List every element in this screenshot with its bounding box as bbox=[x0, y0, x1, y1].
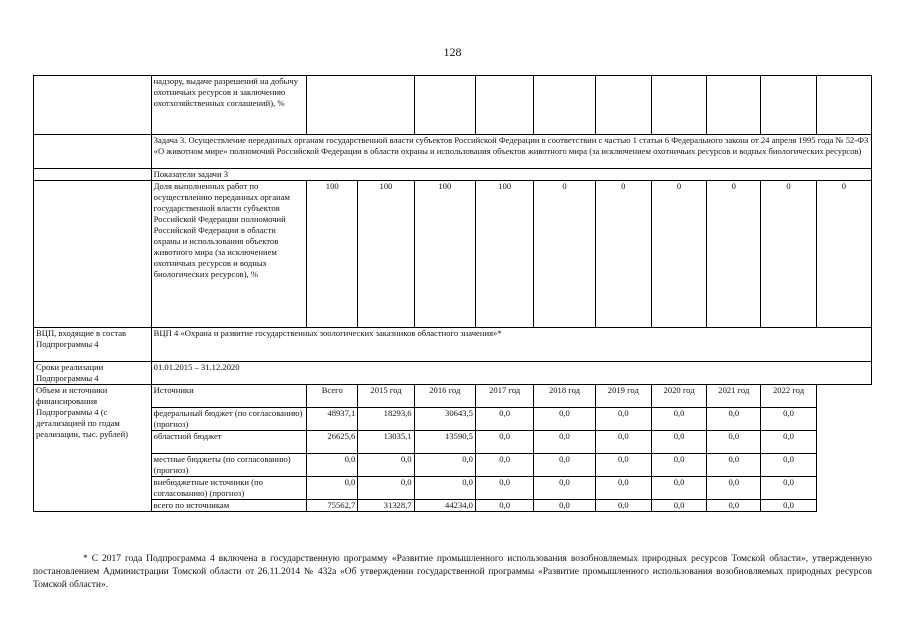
finance-header-year: 2020 год bbox=[651, 385, 706, 408]
continuation-row bbox=[34, 76, 872, 135]
finance-total: 0,0 bbox=[307, 454, 358, 477]
finance-header-source: Источники bbox=[151, 385, 307, 408]
finance-value: 0,0 bbox=[534, 477, 595, 500]
indicator-value: 0 bbox=[816, 181, 871, 328]
finance-total: 0,0 bbox=[307, 477, 358, 500]
finance-value: 13035,1 bbox=[358, 431, 414, 454]
finance-value: 0,0 bbox=[534, 454, 595, 477]
finance-source: внебюджетные источники (по согласованию) (прогноз) bbox=[151, 477, 307, 500]
vcp-row bbox=[34, 328, 872, 362]
terms-label: Сроки реализации Подпрограммы 4 bbox=[34, 362, 152, 385]
finance-source: федеральный бюджет (по согласованию) (прогноз) bbox=[151, 408, 307, 431]
finance-header-year: 2015 год bbox=[358, 385, 414, 408]
finance-value: 0,0 bbox=[358, 477, 414, 500]
finance-value: 0,0 bbox=[595, 477, 651, 500]
footnote bbox=[33, 553, 872, 592]
task3-text: Задача 3. Осуществление переданных органам государственной власти субъектов Российской Федерации в соответствии с частью 1 статьи 6 Федерального закона от 24 апреля 1995 года № 52-ФЗ «О животном мире» полномочий Российской Федерации в области охраны и использования объектов животного мира (за исключением охотничьих ресурсов и водных биологических ресурсов) bbox=[151, 135, 871, 169]
finance-source: местные бюджеты (по согласованию) (прогноз) bbox=[151, 454, 307, 477]
vcp-label: ВЦП, входящие в состав Подпрограммы 4 bbox=[34, 328, 152, 362]
finance-source: всего по источникам bbox=[151, 500, 307, 512]
empty-cell bbox=[651, 76, 706, 135]
indicator-value: 0 bbox=[707, 181, 761, 328]
finance-value: 0,0 bbox=[707, 500, 761, 512]
finance-value: 0,0 bbox=[761, 477, 816, 500]
indicator-row bbox=[34, 181, 872, 328]
indicator-value: 100 bbox=[475, 181, 533, 328]
vcp-text: ВЦП 4 «Охрана и развитие государственных зоологических заказников областного значения»* bbox=[151, 328, 871, 362]
finance-value: 0,0 bbox=[595, 408, 651, 431]
finance-value: 0,0 bbox=[534, 500, 595, 512]
indicator-value: 100 bbox=[307, 181, 358, 328]
empty-cell bbox=[414, 76, 475, 135]
finance-value: 30643,5 bbox=[414, 408, 475, 431]
finance-value: 0,0 bbox=[475, 477, 533, 500]
finance-value: 0,0 bbox=[707, 477, 761, 500]
finance-row-regional bbox=[34, 431, 872, 454]
finance-value: 0,0 bbox=[651, 477, 706, 500]
empty-cell bbox=[534, 76, 595, 135]
indicator-value: 0 bbox=[761, 181, 816, 328]
empty-cell bbox=[475, 76, 533, 135]
indicator-label: Доля выполненных работ по осуществлению переданных органам государственной власти субъектов Российской Федерации полномочий Российской Федерации в области охраны и использования объектов животного мира (за исключением охотничьих ресурсов и водных биологических ресурсов), % bbox=[151, 181, 307, 328]
finance-header-row bbox=[34, 385, 872, 408]
indicator-value: 0 bbox=[595, 181, 651, 328]
finance-value: 0,0 bbox=[651, 454, 706, 477]
finance-total: 48937,1 bbox=[307, 408, 358, 431]
empty-cell bbox=[707, 76, 761, 135]
terms-row bbox=[34, 362, 872, 385]
finance-value: 0,0 bbox=[707, 454, 761, 477]
finance-value: 0,0 bbox=[651, 500, 706, 512]
finance-value: 0,0 bbox=[475, 408, 533, 431]
finance-value: 0,0 bbox=[414, 477, 475, 500]
empty-cell bbox=[816, 76, 871, 135]
finance-header-year: 2018 год bbox=[534, 385, 595, 408]
empty-cell bbox=[34, 76, 152, 135]
finance-value: 0,0 bbox=[475, 431, 533, 454]
finance-value: 0,0 bbox=[475, 454, 533, 477]
finance-value: 0,0 bbox=[475, 500, 533, 512]
finance-total: 26625,6 bbox=[307, 431, 358, 454]
finance-value: 0,0 bbox=[358, 454, 414, 477]
finance-value: 31328,7 bbox=[358, 500, 414, 512]
finance-header-year: 2022 год bbox=[761, 385, 816, 408]
indicator-value: 100 bbox=[358, 181, 414, 328]
finance-value: 0,0 bbox=[651, 431, 706, 454]
task3-row bbox=[34, 135, 872, 169]
finance-header-year: 2016 год bbox=[414, 385, 475, 408]
finance-value: 0,0 bbox=[761, 408, 816, 431]
finance-value: 18293,6 bbox=[358, 408, 414, 431]
finance-row-extrabudgetary bbox=[34, 477, 872, 500]
finance-total: 75562,7 bbox=[307, 500, 358, 512]
finance-header-year: 2017 год bbox=[475, 385, 533, 408]
indicators-header: Показатели задачи 3 bbox=[151, 169, 871, 181]
indicator-value: 0 bbox=[534, 181, 595, 328]
footnote-text: * С 2017 года Подпрограмма 4 включена в государственную программу «Развитие промышленного использования возобновляемых природных ресурсов Томской области», утвержденную постановлением Администрации Томской области от 26.11.2014 № 432а «Об утверждении государственной программы «Развитие промышленного использования возобновляемых природных ресурсов Томской области». bbox=[33, 554, 872, 590]
finance-header-total: Всего bbox=[307, 385, 358, 408]
continuation-label: надзору, выдаче разрешений на добычу охотничьих ресурсов и заключению охотхозяйственных соглашений), % bbox=[151, 76, 307, 135]
indicator-value: 100 bbox=[414, 181, 475, 328]
finance-value: 13590,5 bbox=[414, 431, 475, 454]
finance-header-year: 2019 год bbox=[595, 385, 651, 408]
empty-cell bbox=[761, 76, 816, 135]
empty-cell bbox=[34, 135, 152, 169]
finance-value: 0,0 bbox=[534, 431, 595, 454]
finance-value: 0,0 bbox=[761, 500, 816, 512]
finance-value: 44234,0 bbox=[414, 500, 475, 512]
finance-header-year: 2021 год bbox=[707, 385, 761, 408]
finance-row-total bbox=[34, 500, 872, 512]
finance-source: областной бюджет bbox=[151, 431, 307, 454]
finance-value: 0,0 bbox=[761, 431, 816, 454]
finance-value: 0,0 bbox=[595, 500, 651, 512]
empty-cell bbox=[34, 181, 152, 328]
finance-value: 0,0 bbox=[707, 408, 761, 431]
finance-label: Объем и источники финансирования Подпрограммы 4 (с детализацией по годам реализации, тыс. рублей) bbox=[34, 385, 152, 512]
finance-row-federal bbox=[34, 408, 872, 431]
finance-value: 0,0 bbox=[651, 408, 706, 431]
empty-cell bbox=[595, 76, 651, 135]
page-number: 128 bbox=[443, 45, 462, 59]
finance-value: 0,0 bbox=[534, 408, 595, 431]
indicators-header-row bbox=[34, 169, 872, 181]
empty-cell bbox=[34, 169, 152, 181]
finance-value: 0,0 bbox=[707, 431, 761, 454]
terms-text: 01.01.2015 – 31.12.2020 bbox=[151, 362, 871, 385]
finance-value: 0,0 bbox=[761, 454, 816, 477]
subprogram-passport-table bbox=[33, 75, 872, 512]
empty-cell bbox=[307, 76, 414, 135]
finance-row-local bbox=[34, 454, 872, 477]
finance-value: 0,0 bbox=[595, 454, 651, 477]
indicator-value: 0 bbox=[651, 181, 706, 328]
finance-value: 0,0 bbox=[414, 454, 475, 477]
finance-value: 0,0 bbox=[595, 431, 651, 454]
